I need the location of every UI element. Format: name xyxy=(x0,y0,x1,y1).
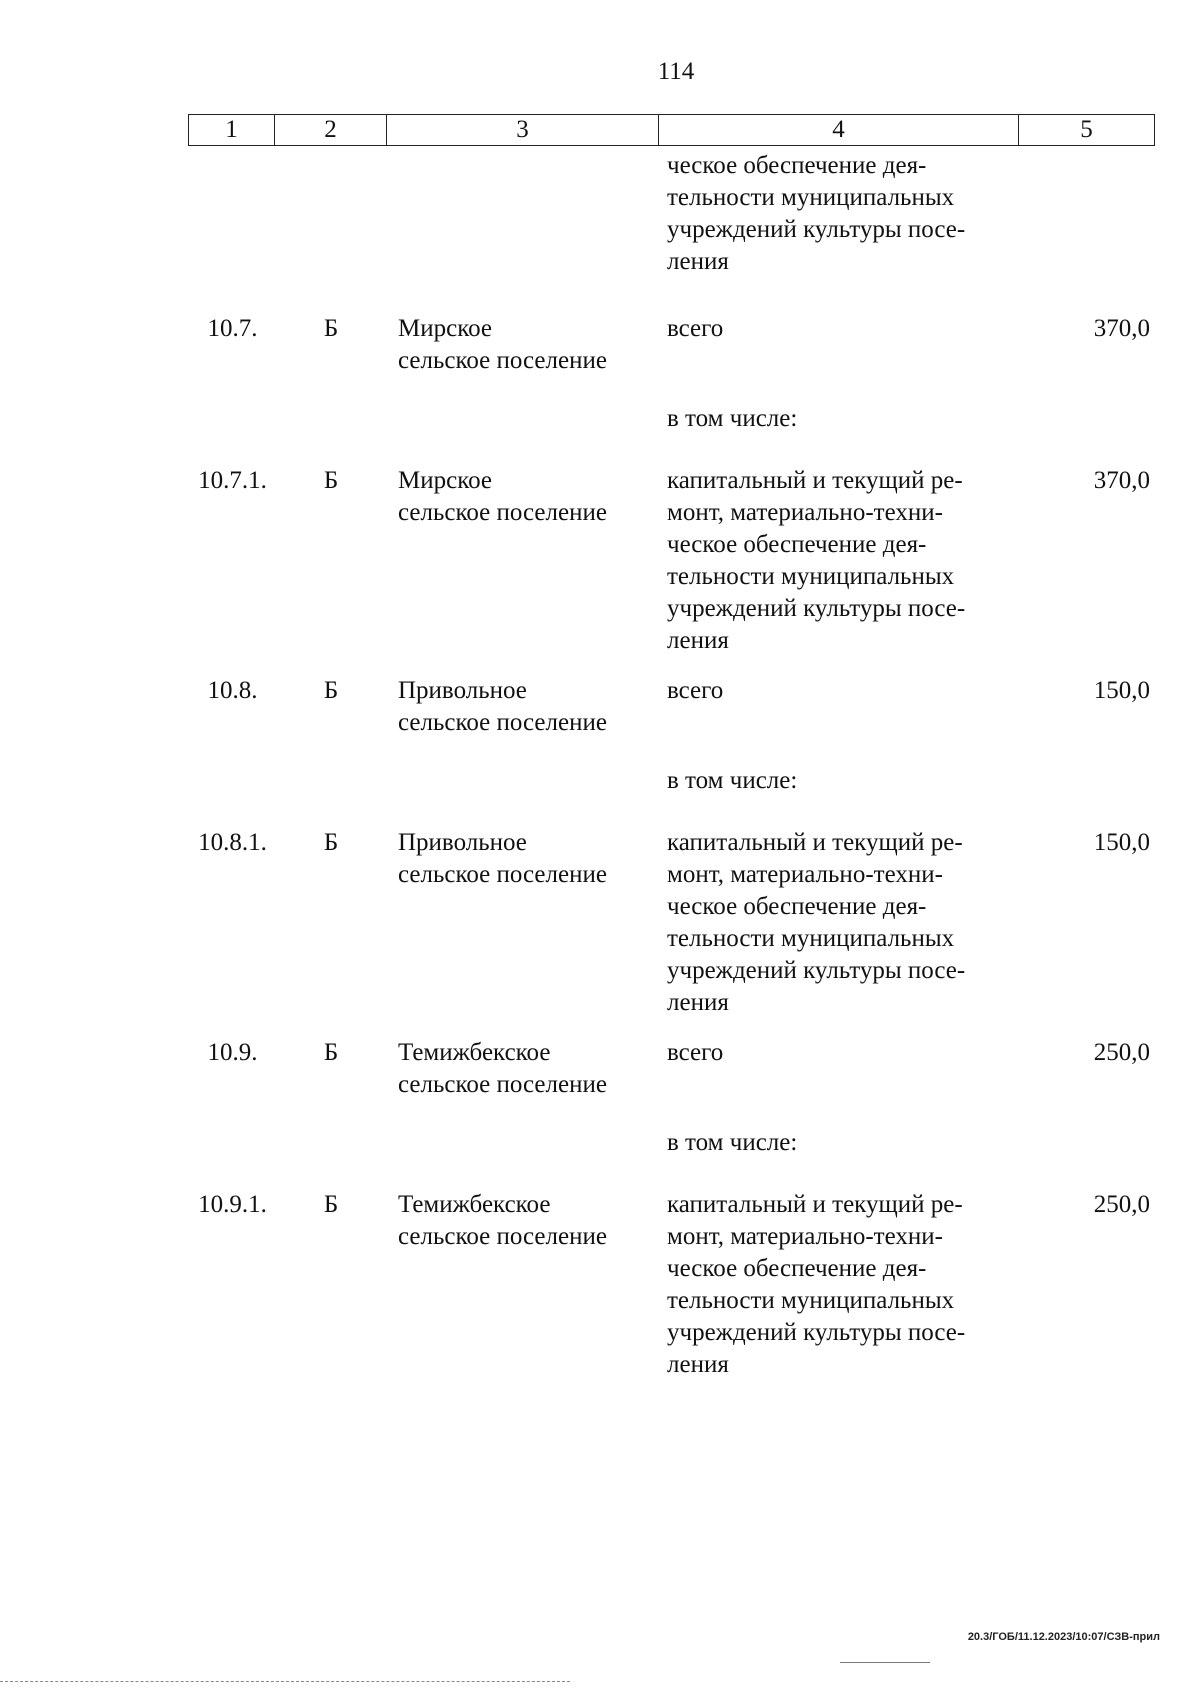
amount-value: 370,0 xyxy=(1093,315,1150,342)
settlement-name-line: сельское поселение xyxy=(398,861,607,888)
description-line: ления xyxy=(667,627,729,654)
description-line: ческое обеспечение дея- xyxy=(667,152,927,179)
description-line: всего xyxy=(667,677,724,704)
row-letter: Б xyxy=(323,315,339,342)
footer-rule xyxy=(840,1662,930,1663)
settlement-name xyxy=(398,675,658,739)
settlement-name-line: сельское поселение xyxy=(398,499,607,526)
expense-description xyxy=(667,465,1002,657)
row-letter: Б xyxy=(323,1191,339,1218)
description-line: монт, материально-техни- xyxy=(667,499,943,526)
description-line: всего xyxy=(667,1039,724,1066)
row-letter: Б xyxy=(323,1039,339,1066)
description-line: ческое обеспечение дея- xyxy=(667,1255,927,1282)
amount-value: 150,0 xyxy=(1093,829,1150,856)
settlement-name-line: сельское поселение xyxy=(398,709,607,736)
description-line: капитальный и текущий ре- xyxy=(667,467,963,494)
settlement-name-line: Темижбекское xyxy=(398,1039,551,1066)
expense-description xyxy=(667,827,1002,1019)
settlement-name xyxy=(398,1037,658,1101)
row-letter: Б xyxy=(323,829,339,856)
row-number: 10.9. xyxy=(207,1039,258,1066)
settlement-name-line: Мирское xyxy=(398,467,492,494)
description-line: тельности муниципальных xyxy=(667,563,955,590)
scan-edge-line xyxy=(0,1681,570,1682)
expense-description xyxy=(667,403,1002,435)
column-header-1: 1 xyxy=(189,115,275,145)
description-line: ления xyxy=(667,248,729,275)
description-line: учреждений культуры посе- xyxy=(667,1319,966,1346)
row-number: 10.7.1. xyxy=(198,467,267,494)
description-line: ления xyxy=(667,989,729,1016)
settlement-name-line: Темижбекское xyxy=(398,1191,551,1218)
page-number: 114 xyxy=(657,58,695,85)
description-line: всего xyxy=(667,315,724,342)
description-line: ческое обеспечение дея- xyxy=(667,531,927,558)
description-line: учреждений культуры посе- xyxy=(667,957,966,984)
settlement-name-line: Привольное xyxy=(398,829,527,856)
column-header-4: 4 xyxy=(659,115,1019,145)
settlement-name-line: сельское поселение xyxy=(398,1071,607,1098)
amount-value: 150,0 xyxy=(1093,677,1150,704)
description-line: капитальный и текущий ре- xyxy=(667,1191,963,1218)
description-line: учреждений культуры посе- xyxy=(667,595,966,622)
continued-description xyxy=(667,150,1002,278)
column-header-5: 5 xyxy=(1080,116,1093,143)
description-line: учреждений культуры посе- xyxy=(667,216,966,243)
row-letter: Б xyxy=(323,467,339,494)
settlement-name-line: Мирское xyxy=(398,315,492,342)
expense-description xyxy=(667,1127,1002,1159)
column-header-3: 3 xyxy=(387,115,659,145)
description-line: ческое обеспечение дея- xyxy=(667,893,927,920)
description-line: ления xyxy=(667,1351,729,1378)
expense-description xyxy=(667,675,1002,707)
amount-value: 370,0 xyxy=(1093,467,1150,494)
settlement-name xyxy=(398,313,658,377)
description-line: в том числе: xyxy=(667,1129,798,1156)
description-line: тельности муниципальных xyxy=(667,925,955,952)
description-line: тельности муниципальных xyxy=(667,1287,955,1314)
expense-description xyxy=(667,765,1002,797)
expense-description xyxy=(667,1189,1002,1381)
document-code: 20.3/ГОБ/11.12.2023/10:07/СЗВ-прил xyxy=(967,1631,1160,1643)
expense-description xyxy=(667,1037,1002,1069)
amount-value: 250,0 xyxy=(1093,1191,1150,1218)
description-line: тельности муниципальных xyxy=(667,184,955,211)
table-header xyxy=(188,114,1155,146)
description-line: в том числе: xyxy=(667,767,798,794)
description-line: в том числе: xyxy=(667,405,798,432)
description-line: монт, материально-техни- xyxy=(667,861,943,888)
settlement-name xyxy=(398,827,658,891)
row-number: 10.9.1. xyxy=(198,1191,267,1218)
amount-value: 250,0 xyxy=(1093,1039,1150,1066)
expense-description xyxy=(667,313,1002,345)
settlement-name xyxy=(398,1189,658,1253)
settlement-name-line: Привольное xyxy=(398,677,527,704)
column-header-2: 2 xyxy=(275,115,387,145)
row-number: 10.8.1. xyxy=(198,829,267,856)
settlement-name-line: сельское поселение xyxy=(398,1223,607,1250)
row-number: 10.7. xyxy=(207,315,258,342)
settlement-name xyxy=(398,465,658,529)
description-line: монт, материально-техни- xyxy=(667,1223,943,1250)
description-line: капитальный и текущий ре- xyxy=(667,829,963,856)
row-number: 10.8. xyxy=(207,677,258,704)
row-letter: Б xyxy=(323,677,339,704)
settlement-name-line: сельское поселение xyxy=(398,347,607,374)
